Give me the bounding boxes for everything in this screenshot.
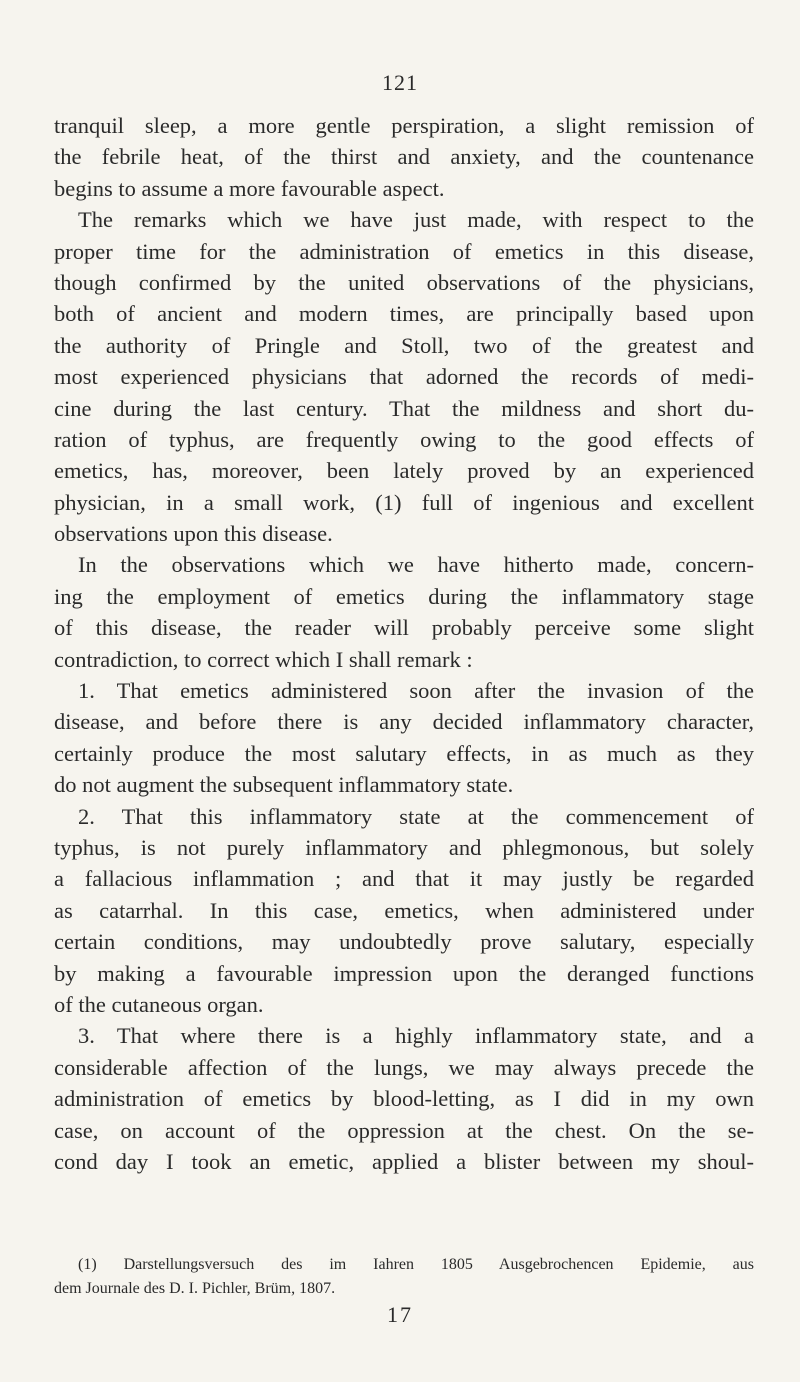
- text-line: a fallacious inflammation ; and that it may justly be regarded: [54, 866, 754, 892]
- footnote: [54, 1253, 754, 1301]
- text-line: cond day I took an emetic, applied a blister between my shoul-: [54, 1148, 754, 1174]
- text-line: ing the employment of emetics during the inflammatory stage: [54, 583, 754, 609]
- text-line: tranquil sleep, a more gentle perspiration, a slight remission of: [54, 113, 754, 138]
- text-line: physician, in a small work, (1) full of ingenious and excellent: [54, 489, 754, 515]
- text-line: In the observations which we have hitherto made, concern-: [78, 552, 754, 578]
- text-line: of this disease, the reader will probably perceive some slight: [54, 615, 754, 641]
- page-number: 121: [382, 70, 418, 95]
- text-line: administration of emetics by blood-letting, as I did in my own: [54, 1086, 754, 1112]
- text-line: 3. That where there is a highly inflammatory state, and a: [78, 1023, 754, 1049]
- body-text: [54, 110, 754, 1177]
- text-line: 1. That emetics administered soon after the invasion of the: [78, 678, 754, 704]
- text-line: ration of typhus, are frequently owing to the good effects of: [54, 426, 754, 452]
- text-line: observations upon this disease.: [54, 521, 333, 547]
- text-line: contradiction, to correct which I shall remark :: [54, 646, 473, 672]
- text-line: considerable affection of the lungs, we may always precede the: [54, 1054, 754, 1080]
- text-line: emetics, has, moreover, been lately proved by an experienced: [54, 458, 754, 484]
- text-line: do not augment the subsequent inflammatory state.: [54, 772, 514, 798]
- text-line: though confirmed by the united observations of the physicians,: [54, 269, 754, 295]
- text-line: of the cutaneous organ.: [54, 991, 264, 1017]
- text-line: The remarks which we have just made, with respect to the: [78, 207, 754, 233]
- text-line: cine during the last century. That the mildness and short du-: [54, 395, 754, 421]
- text-line: 2. That this inflammatory state at the commencement of: [78, 803, 754, 829]
- footnote-line: (1) Darstellungsversuch des im Iahren 1805 Ausgebrochencen Epidemie, aus: [78, 1256, 754, 1273]
- text-line: case, on account of the oppression at the chest. On the se-: [54, 1117, 754, 1143]
- text-line: disease, and before there is any decided inflammatory character,: [54, 709, 754, 735]
- text-line: as catarrhal. In this case, emetics, when administered under: [54, 897, 754, 923]
- text-line: typhus, is not purely inflammatory and phlegmonous, but solely: [54, 834, 754, 860]
- text-line: begins to assume a more favourable aspect.: [54, 175, 445, 201]
- text-line: most experienced physicians that adorned the records of medi-: [54, 364, 754, 390]
- footnote-line: dem Journale des D. I. Pichler, Brüm, 1807.: [54, 1280, 336, 1297]
- text-line: certainly produce the most salutary effects, in as much as they: [54, 740, 754, 766]
- text-line: by making a favourable impression upon the deranged functions: [54, 960, 754, 986]
- text-line: the authority of Pringle and Stoll, two of the greatest and: [54, 332, 754, 358]
- text-line: certain conditions, may undoubtedly prove salutary, especially: [54, 929, 754, 955]
- text-line: both of ancient and modern times, are principally based upon: [54, 301, 754, 327]
- text-line: the febrile heat, of the thirst and anxiety, and the countenance: [54, 144, 754, 170]
- signature-mark: 17: [387, 1302, 413, 1327]
- text-line: proper time for the administration of emetics in this disease,: [54, 238, 754, 264]
